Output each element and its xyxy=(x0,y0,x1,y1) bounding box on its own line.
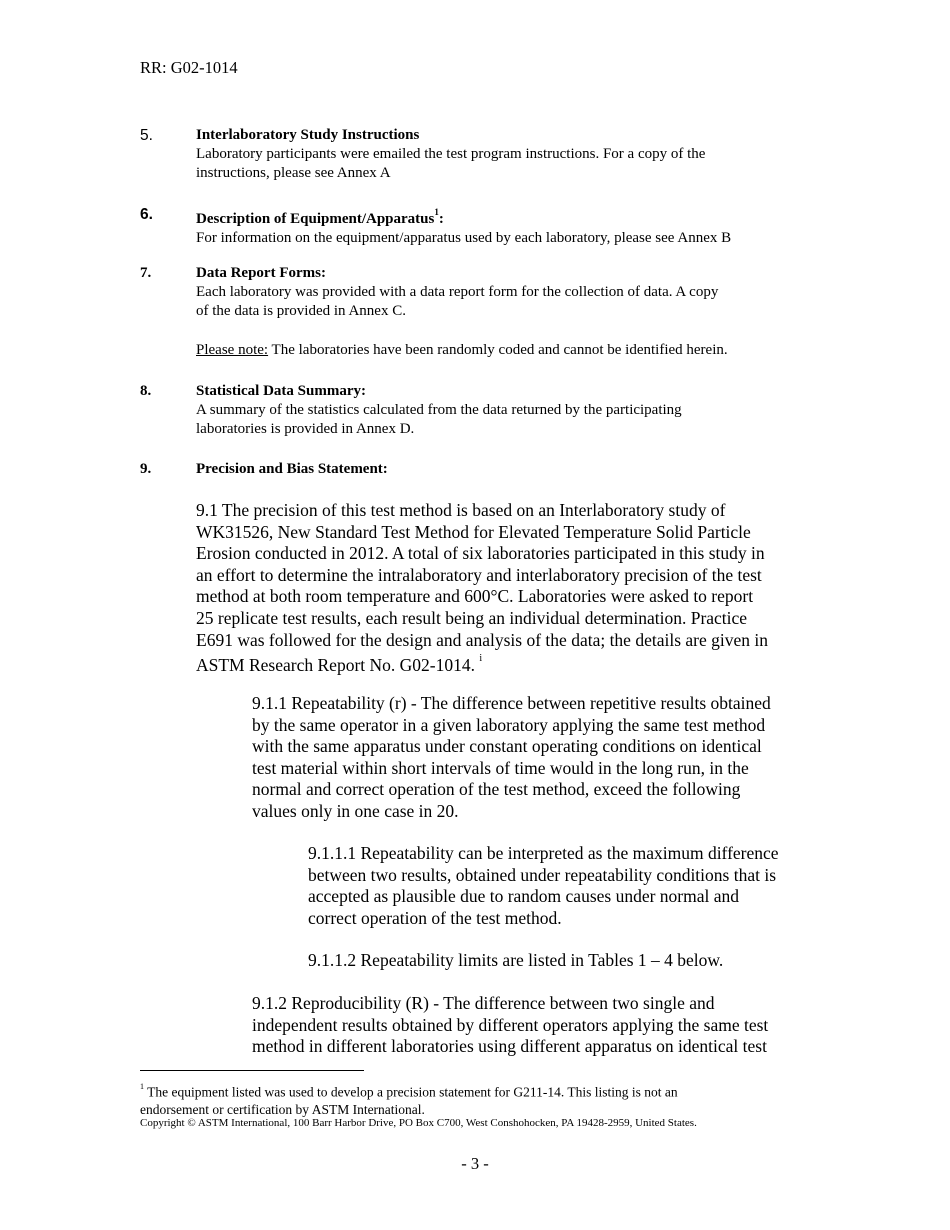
footnote-separator xyxy=(140,1070,364,1071)
section-line: Laboratory participants were emailed the test program instructions. For a copy of the xyxy=(196,146,706,162)
paragraph-line: E691 was followed for the design and analysis of the data; the details are given in xyxy=(196,629,768,650)
footnote-marker: 1 xyxy=(140,1082,144,1091)
section-line: A summary of the statistics calculated from the data returned by the participating xyxy=(196,402,682,418)
endnote-ref: i xyxy=(479,653,483,665)
section-line: instructions, please see Annex A xyxy=(196,165,391,181)
footnote xyxy=(140,1080,678,1118)
copyright-notice: Copyright © ASTM International, 100 Barr Harbor Drive, PO Box C700, West Conshohocken, PA 19428-2959, United States. xyxy=(140,1117,697,1129)
paragraph-line-last xyxy=(196,651,768,676)
paragraph-line: accepted as plausible due to random causes under normal and xyxy=(308,886,740,907)
paragraph-line: 9.1.1 Repeatability (r) - The difference between repetitive results obtained xyxy=(252,693,771,713)
section-title-text: Description of Equipment/Apparatus xyxy=(196,211,435,227)
paragraph-line-text: ASTM Research Report No. G02-1014. xyxy=(196,654,480,675)
paragraph-line: method at both room temperature and 600°C. Laboratories were asked to report xyxy=(196,586,754,607)
paragraph-line: 9.1.1.1 Repeatability can be interpreted as the maximum difference xyxy=(308,843,779,863)
note-text: The laboratories have been randomly coded and cannot be identified herein. xyxy=(268,342,728,358)
section-title: Data Report Forms: xyxy=(196,265,326,281)
paragraph-line: 25 replicate test results, each result being an individual determination. Practice xyxy=(196,607,748,628)
paragraph-line: test material within short intervals of time would in the long run, in the xyxy=(252,757,749,778)
paragraph-line: between two results, obtained under repeatability conditions that is xyxy=(308,864,777,885)
section-title xyxy=(196,205,836,229)
section-number: 9. xyxy=(140,461,152,477)
footnote-line: endorsement or certification by ASTM International. xyxy=(140,1101,425,1117)
section-number: 5. xyxy=(140,127,153,144)
paragraph-line: correct operation of the test method. xyxy=(308,907,562,928)
section-number: 8. xyxy=(140,383,152,399)
section-title: Statistical Data Summary: xyxy=(196,383,366,399)
note-line xyxy=(196,341,836,360)
paragraph-9-1 xyxy=(196,500,768,677)
paragraph-line: an effort to determine the intralaboratory and interlaboratory precision of the test xyxy=(196,564,762,585)
section-line: For information on the equipment/apparatus used by each laboratory, please see Annex B xyxy=(196,230,732,246)
footnote-text: The equipment listed was used to develop a precision statement for G211-14. This listing is not an xyxy=(144,1084,678,1100)
section-line: laboratories is provided in Annex D. xyxy=(196,421,415,437)
section-line: Each laboratory was provided with a data report form for the collection of data. A copy xyxy=(196,284,719,300)
paragraph-line: 9.1.1.2 Repeatability limits are listed in Tables 1 – 4 below. xyxy=(308,950,724,970)
paragraph-line: WK31526, New Standard Test Method for Elevated Temperature Solid Particle xyxy=(196,521,751,542)
paragraph-line: Erosion conducted in 2012. A total of six laboratories participated in this study in xyxy=(196,543,765,564)
section-line: of the data is provided in Annex C. xyxy=(196,303,406,319)
footnote-ref: 1 xyxy=(434,207,439,217)
paragraph-line: method in different laboratories using different apparatus on identical test xyxy=(252,1036,767,1057)
paragraph-line: 9.1.2 Reproducibility (R) - The difference between two single and xyxy=(252,993,715,1013)
paragraph-line: by the same operator in a given laboratory applying the same test method xyxy=(252,714,766,735)
section-title: Precision and Bias Statement: xyxy=(196,461,388,477)
paragraph-line: normal and correct operation of the test method, exceed the following xyxy=(252,779,741,800)
paragraph-line: 9.1 The precision of this test method is based on an Interlaboratory study of xyxy=(196,500,726,520)
paragraph-9-1-1-2 xyxy=(308,950,723,972)
section-title: Interlaboratory Study Instructions xyxy=(196,127,420,143)
note-label: Please note: xyxy=(196,342,269,358)
paragraph-line: with the same apparatus under constant operating conditions on identical xyxy=(252,736,762,757)
paragraph-9-1-1 xyxy=(252,693,771,823)
paragraph-9-1-1-1 xyxy=(308,843,779,929)
report-header: RR: G02-1014 xyxy=(140,58,238,77)
page-number: - 3 - xyxy=(461,1154,489,1173)
section-number: 6. xyxy=(140,206,153,223)
paragraph-line: values only in one case in 20. xyxy=(252,800,459,821)
footnote-line xyxy=(140,1080,678,1101)
paragraph-line: independent results obtained by different operators applying the same test xyxy=(252,1014,769,1035)
title-suffix: : xyxy=(438,211,444,227)
section-number: 7. xyxy=(140,265,152,281)
paragraph-9-1-2 xyxy=(252,993,768,1058)
